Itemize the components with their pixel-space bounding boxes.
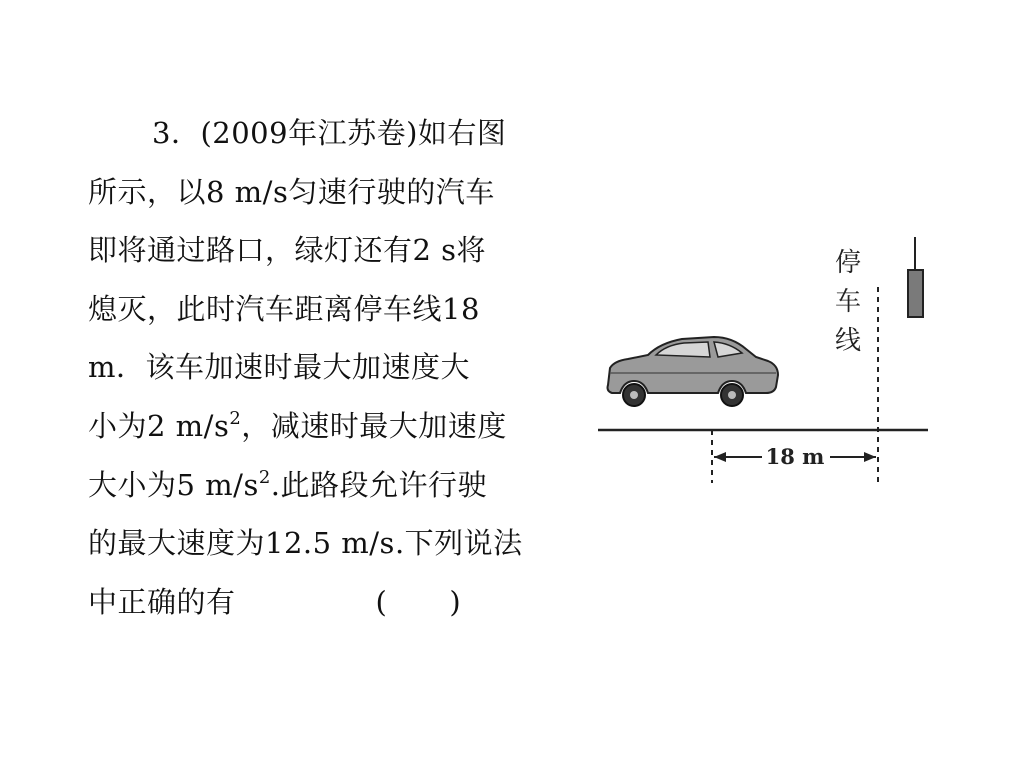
superscript-2: 2 (229, 407, 242, 429)
stop-line-figure (590, 225, 940, 495)
question-line-5: m．该车加速时最大加速度大 (88, 350, 470, 385)
stop-label-char-3: 线 (834, 326, 862, 356)
arrow-head-right (864, 452, 876, 462)
question-line-7 (88, 456, 560, 515)
question-line-4: 熄灭，此时汽车距离停车线18 (88, 291, 480, 326)
question-line-2: 所示，以8 m/s匀速行驶的汽车 (88, 174, 495, 209)
car-hub-front (728, 391, 736, 399)
car-illustration (608, 337, 779, 406)
question-line-9 (88, 573, 560, 632)
answer-bracket-close: ) (449, 584, 462, 619)
question-line-6b: ，减速时最大加速度 (241, 408, 507, 443)
stop-label-char-1: 停 (834, 248, 862, 278)
figure-svg (590, 225, 940, 495)
traffic-light-body (908, 270, 923, 317)
question-line-1: 3．(2009年江苏卷)如右图 (152, 116, 507, 150)
distance-label: 18 m (765, 444, 825, 469)
question-line-6 (88, 397, 560, 456)
superscript-2b: 2 (258, 466, 271, 488)
question-line-7a: 大小为5 m/s (88, 467, 259, 502)
car-hub-rear (630, 391, 638, 399)
answer-bracket-open: ( (375, 584, 388, 619)
question-line-6a: 小为2 m/s (88, 408, 230, 443)
question-line-3: 即将通过路口，绿灯还有2 s将 (88, 233, 487, 268)
question-text (88, 104, 560, 631)
stop-label-char-2: 车 (834, 287, 862, 317)
question-line-7b: .此路段允许行驶 (270, 467, 487, 502)
question-line-9a: 中正确的有 (88, 584, 236, 619)
arrow-head-left (714, 452, 726, 462)
question-line-8: 的最大速度为12.5 m/s.下列说法 (88, 526, 523, 561)
